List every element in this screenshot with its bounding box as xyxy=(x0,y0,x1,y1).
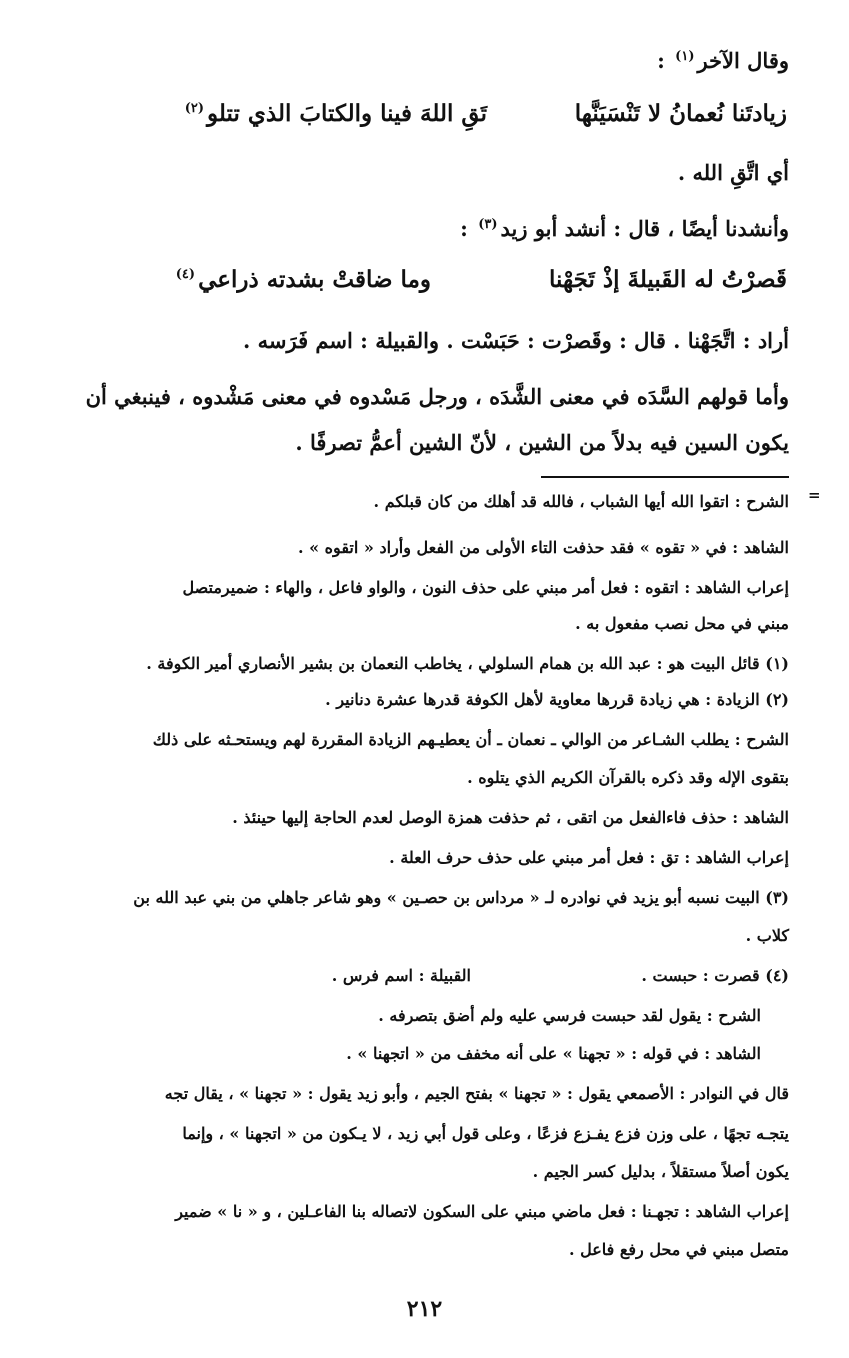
verse1-second-hemistich xyxy=(182,100,487,127)
verse2-first-hemistich: قَصرْتُ له القَبيلةَ إذْ تَجَهْنا xyxy=(549,266,787,293)
page-number: ٢١٢ xyxy=(406,1296,443,1322)
explanation-line: أي اتَّقِ الله . xyxy=(677,160,789,185)
footnote-line: يكون أصلاً مستقلاً ، بدليل كسر الجيم . xyxy=(532,1162,789,1181)
footnote-line: الشاهد : في قوله : « تجهنا » على أنه مخفف من « اتجهنا » . xyxy=(346,1044,761,1063)
intro-text-1: وقال الآخر xyxy=(697,48,789,73)
footnote-line: الشاهد : في « تقوه » فقد حذفت التاء الأولى من الفعل وأراد « اتقوه » . xyxy=(297,538,789,557)
footnote-line: الشرح : يقول لقد حبست فرسي عليه ولم أضق بتصرفه . xyxy=(378,1006,761,1025)
footnote-line: بتقوى الإله وقد ذكره بالقرآن الكريم الذي يتلوه . xyxy=(467,768,789,787)
intro-line-2 xyxy=(40,216,789,241)
footnote-line: الشاهد : حذف فاءالفعل من اتقى ، ثم حذفت همزة الوصل لعدم الحاجة إليها حينئذ . xyxy=(232,808,789,827)
definition-line: أراد : اتَّجَهْنا . قال : وقَصرْت : حَبَسْت . والقبيلة : اسم فَرَسه . xyxy=(243,328,789,353)
footnote-line: (٣) البيت نسبه أبو يزيد في نوادره لـ « مرداس بن حصـين » وهو شاعر جاهلي من بني عبد الله بن xyxy=(133,888,789,907)
footnote-divider xyxy=(541,476,789,478)
footnote-4-definition-b: القبيلة : اسم فرس . xyxy=(331,966,471,985)
footnote-line: (٢) الزيادة : هي زيادة قررها معاوية لأهل الكوفة قدرها عشرة دنانير . xyxy=(325,690,789,709)
footnote-line: قال في النوادر : الأصمعي يقول : « تجهنا » بفتح الجيم ، وأبو زيد يقول : « تجهنا » ، يقال تجه xyxy=(164,1084,789,1103)
footnote-ref-4: (٤) xyxy=(175,267,196,283)
verse2-second-hemistich xyxy=(173,266,431,293)
footnote-line: مبني في محل نصب مفعول به . xyxy=(575,614,789,633)
footnote-line: الشرح : يطلب الشـاعر من الوالي ـ نعمان ـ أن يعطيـهم الزيادة المقررة لهم ويستحـثه على ذلك xyxy=(152,730,789,749)
footnote-ref-1: (١) xyxy=(675,49,695,64)
footnote-4-definition-a: (٤) قصرت : حبست . xyxy=(641,966,789,985)
footnote-line: كلاب . xyxy=(745,926,789,945)
footnote-line: إعراب الشاهد : تق : فعل أمر مبني على حذف حرف العلة . xyxy=(389,848,789,867)
intro-line-1 xyxy=(40,48,789,73)
footnote-line: (١) قائل البيت هو : عبد الله بن همام السلولي ، يخاطب النعمان بن بشير الأنصاري أمير الكوفة . xyxy=(146,654,789,673)
footnote-line: إعراب الشاهد : اتقوه : فعل أمر مبني على حذف النون ، والواو فاعل ، والهاء : ضميرمتصل xyxy=(182,578,789,597)
footnote-line: متصل مبني في محل رفع فاعل . xyxy=(568,1240,789,1259)
paragraph-line-1: وأما قولهم السَّدَه في معنى الشَّدَه ، ورجل مَسْدوه في معنى مَشْدوه ، فينبغي أن xyxy=(85,384,789,409)
footnote-ref-3: (٣) xyxy=(478,217,498,232)
verse1-second-text: تَقِ اللهَ فينا والكتابَ الذي تتلو xyxy=(207,100,487,127)
footnote-line: إعراب الشاهد : تجهـنا : فعل ماضي مبني على السكون لاتصاله بنا الفاعـلين ، و « نا » ضمير xyxy=(175,1202,789,1221)
verse2-second-text: وما ضاقتْ بشدته ذراعي xyxy=(198,266,431,293)
footnote-ref-2: (٢) xyxy=(184,101,205,117)
footnote-line: الشرح : اتقوا الله أيها الشباب ، فالله قد أهلك من كان قبلكم . xyxy=(373,492,789,511)
paragraph-line-2: يكون السين فيه بدلاً من الشين ، لأنّ الشين أعمُّ تصرفًا . xyxy=(295,430,789,455)
intro-colon-1: : xyxy=(657,48,665,73)
continuation-mark: = xyxy=(808,486,821,504)
intro-text-2: وأنشدنا أيضًا ، قال : أنشد أبو زيد xyxy=(500,216,789,241)
footnote-line: يتجـه تجهًا ، على وزن فزع يفـزع فزعًا ، وعلى قول أبي زيد ، لا يـكون من « اتجهنا » ، وإنما xyxy=(182,1124,789,1143)
verse1-first-hemistich: زيادتَنا نُعمانُ لا تَنْسَيَنَّها xyxy=(574,100,787,127)
intro-colon-2: : xyxy=(460,216,468,241)
